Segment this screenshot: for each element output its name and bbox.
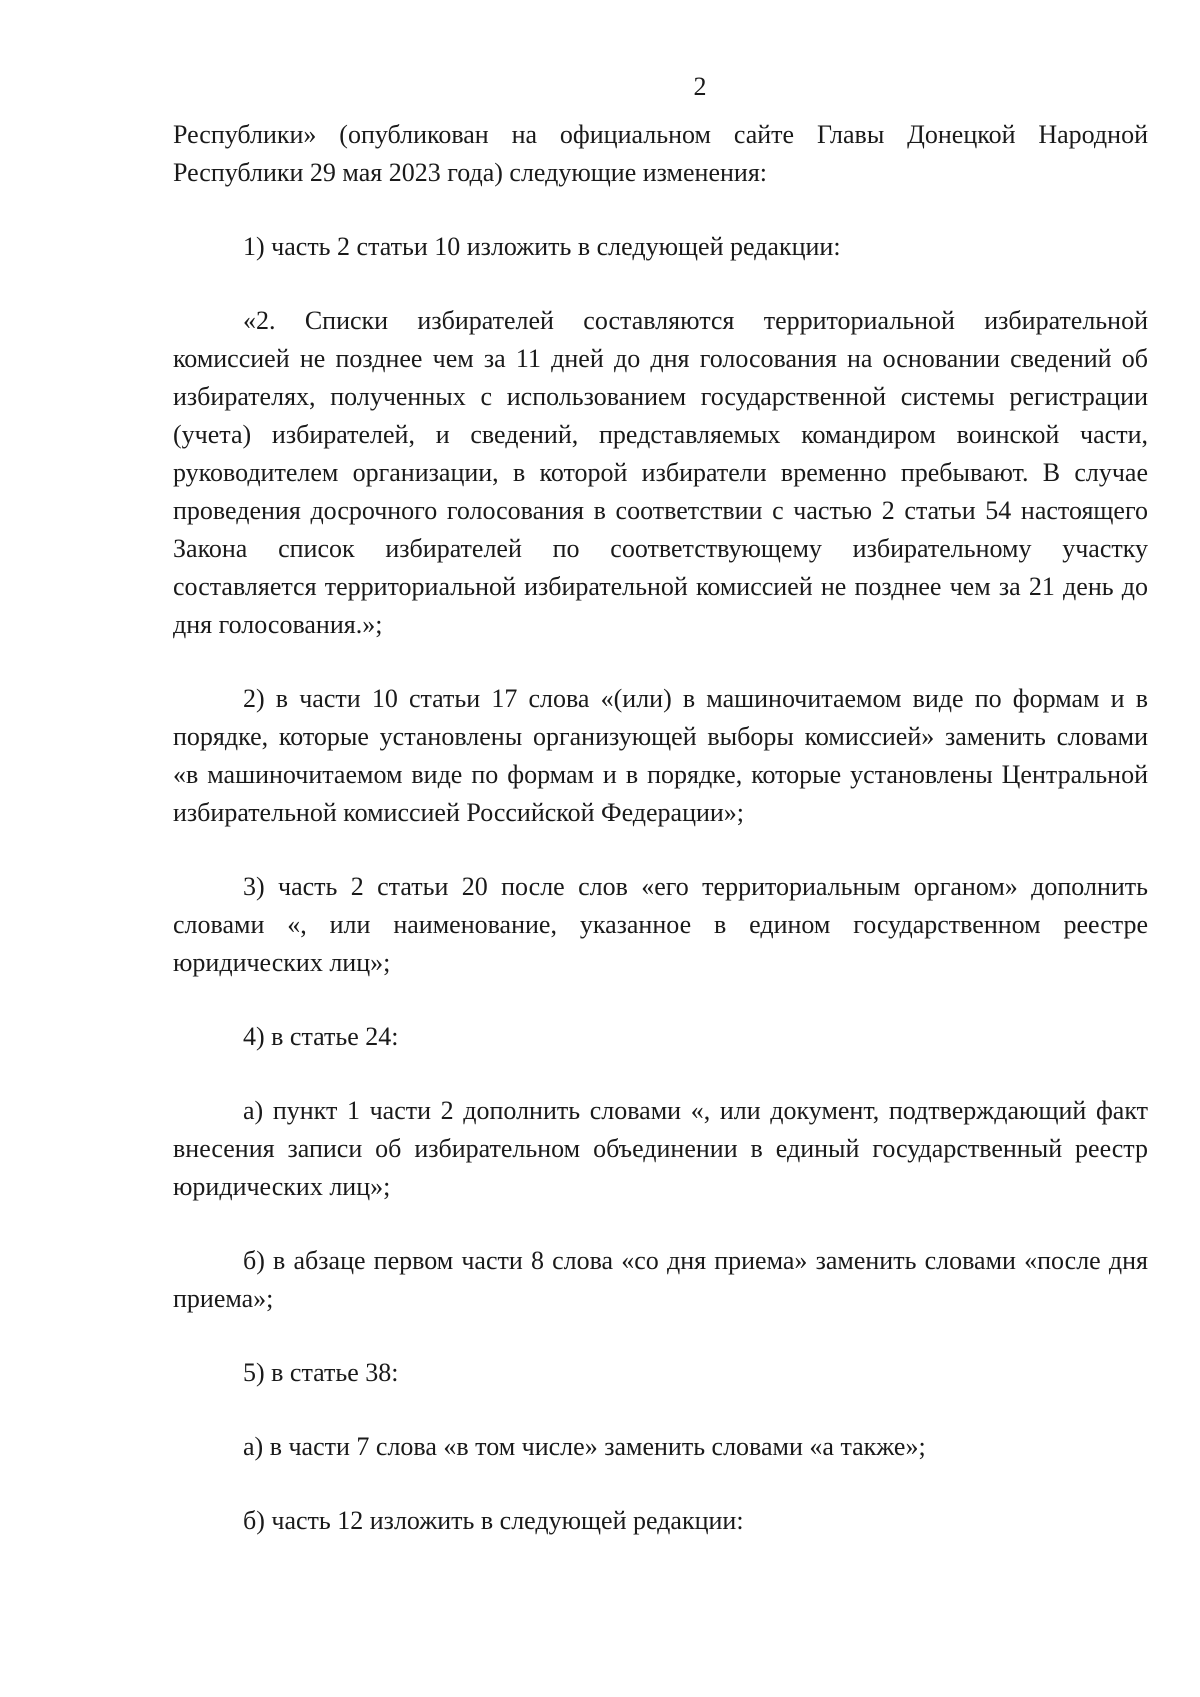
paragraph-item-4a: а) пункт 1 части 2 дополнить словами «, или документ, подтверждающий факт внесения записи об избирательном объединении в единый государственный реестр юридических лиц»; xyxy=(173,1096,1148,1201)
page-number: 2 xyxy=(693,72,707,101)
paragraph-item-3: 3) часть 2 статьи 20 после слов «его территориальным органом» дополнить словами «, или наименование, указанное в едином государственном реестре юридических лиц»; xyxy=(173,872,1148,977)
paragraph-item-5b: б) часть 12 изложить в следующей редакции: xyxy=(243,1506,744,1535)
paragraph-item-1: 1) часть 2 статьи 10 изложить в следующей редакции: xyxy=(243,232,841,261)
paragraph-item-2: 2) в части 10 статьи 17 слова «(или) в машиночитаемом виде по формам и в порядке, которые установлены организующей выборы комиссией» заменить словами «в машиночитаемом виде по формам и в порядке, которые установлены Центральной избирательной комиссией Российской Федерации»; xyxy=(173,684,1148,827)
paragraph-item-5: 5) в статье 38: xyxy=(243,1358,399,1387)
document-body xyxy=(173,116,1148,1540)
paragraph-item-1-text: «2. Списки избирателей составляются территориальной избирательной комиссией не позднее чем за 11 дней до дня голосования на основании сведений об избирателях, полученных с использованием государственной системы регистрации (учета) избирателей, и сведений, представляемых командиром воинской части, руководителем организации, в которой избиратели временно пребывают. В случае проведения досрочного голосования в соответствии с частью 2 статьи 54 настоящего Закона список избирателей по соответствующему избирательному участку составляется территориальной избирательной комиссией не позднее чем за 21 день до дня голосования.»; xyxy=(173,306,1148,639)
paragraph-item-4b: б) в абзаце первом части 8 слова «со дня приема» заменить словами «после дня приема»; xyxy=(173,1246,1148,1313)
paragraph-item-5a: а) в части 7 слова «в том числе» заменить словами «а также»; xyxy=(243,1432,926,1461)
paragraph-continuation: Республики» (опубликован на официальном сайте Главы Донецкой Народной Республики 29 мая 2023 года) следующие изменения: xyxy=(173,120,1148,187)
paragraph-item-4: 4) в статье 24: xyxy=(243,1022,399,1051)
